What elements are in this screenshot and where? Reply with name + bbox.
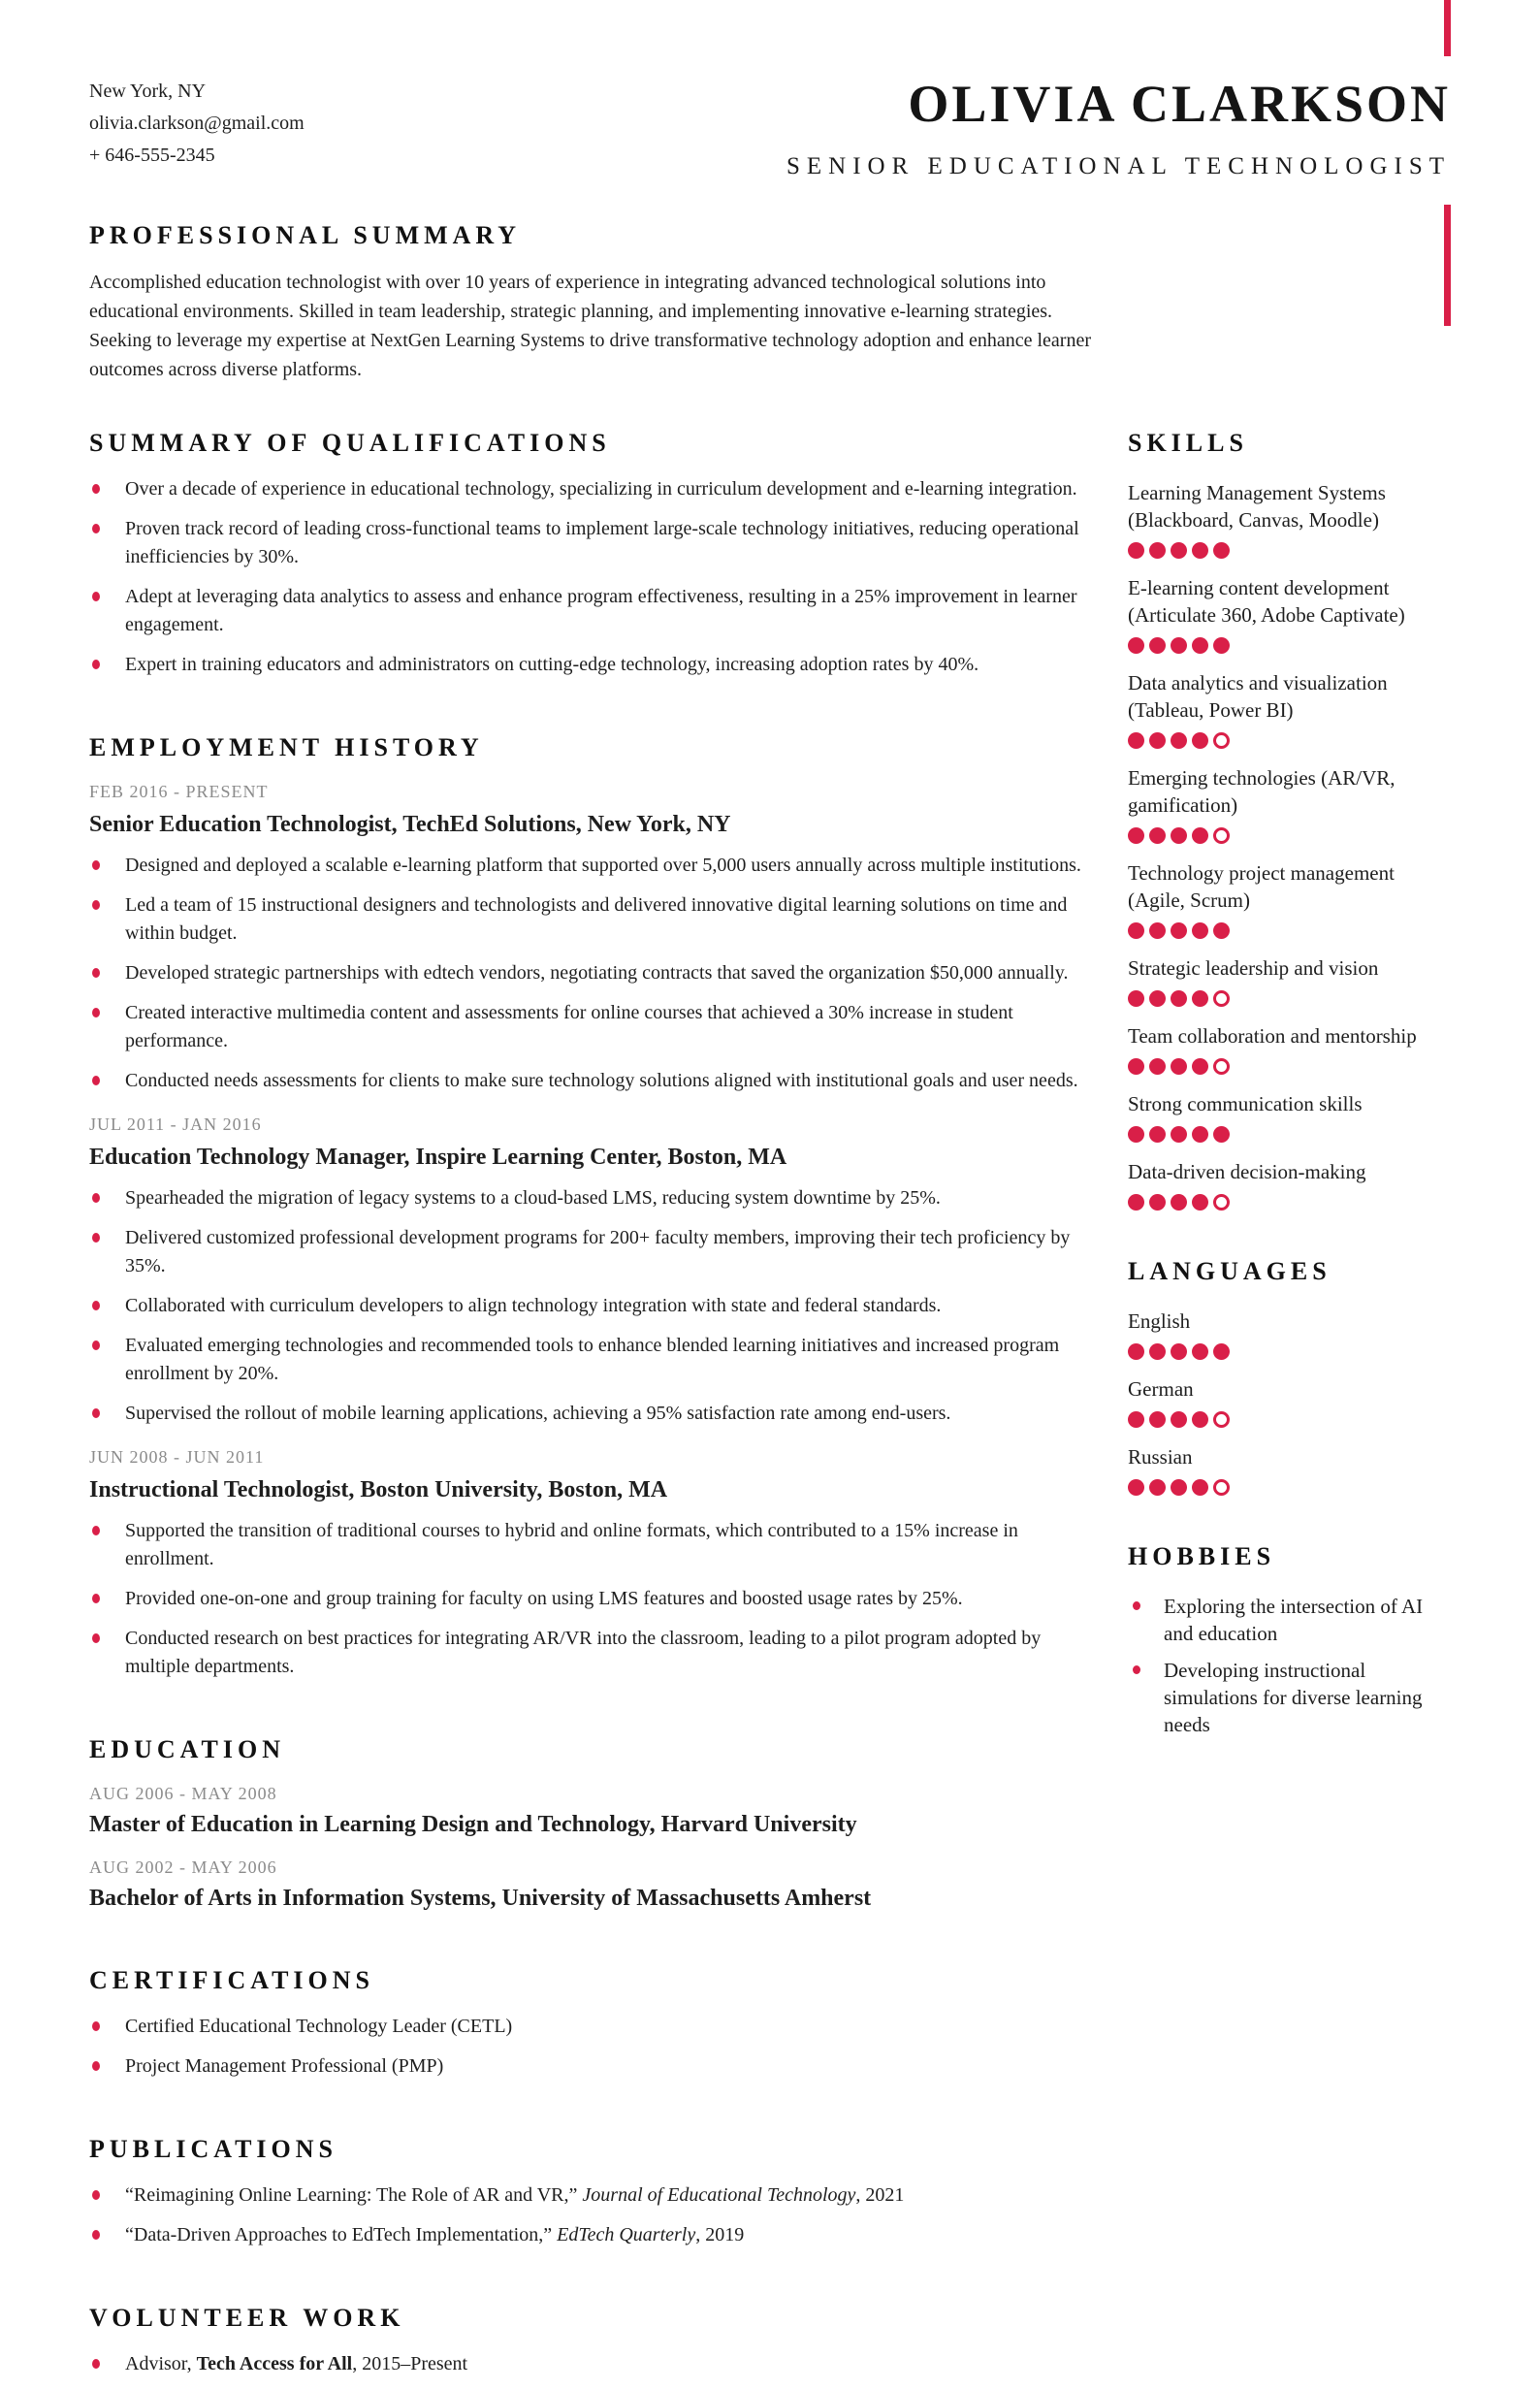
volunteer-role: Advisor, (125, 2353, 197, 2374)
volunteer-heading: VOLUNTEER WORK (89, 2304, 405, 2332)
contact-location: New York, NY (89, 81, 207, 102)
list-item: Certified Educational Technology Leader (CETL) (89, 2013, 1105, 2041)
rating-dot-filled (1171, 1126, 1187, 1143)
skill-rating (1128, 922, 1451, 939)
rating-dot-filled (1149, 1126, 1166, 1143)
education-degree: Master of Education in Learning Design and Technology, Harvard University (89, 1812, 857, 1837)
rating-dot-filled (1171, 1194, 1187, 1211)
volunteer-organization: Tech Access for All (196, 2353, 353, 2374)
publication-title: “Reimagining Online Learning: The Role of AR and VR,” (125, 2184, 583, 2206)
section-volunteer (89, 2304, 1105, 2378)
skill-label: Strong communication skills (1128, 1092, 1363, 1115)
list-item: Conducted research on best practices for integrating AR/VR into the classroom, leading to a pilot program adopted by multiple departments. (89, 1625, 1105, 1681)
language-rating (1128, 1479, 1451, 1496)
rating-dot-filled (1149, 542, 1166, 559)
rating-dot-filled (1213, 1126, 1230, 1143)
publications-list (89, 2181, 1105, 2249)
job-dates: JUL 2011 - JAN 2016 (89, 1114, 262, 1134)
rating-dot-filled (1149, 1343, 1166, 1360)
rating-dot-filled (1128, 1126, 1144, 1143)
language-entry (1128, 1375, 1451, 1428)
publications-heading: PUBLICATIONS (89, 2135, 338, 2163)
rating-dot-filled (1128, 637, 1144, 654)
section-certifications (89, 1966, 1105, 2081)
rating-dot-filled (1213, 1343, 1230, 1360)
language-label: English (1128, 1309, 1191, 1333)
candidate-title: SENIOR EDUCATIONAL TECHNOLOGIST (786, 153, 1451, 179)
skill-label: Emerging technologies (AR/VR, gamification) (1128, 766, 1396, 817)
list-item: Delivered customized professional development programs for 200+ faculty members, improving their tech proficiency by 35%. (89, 1224, 1105, 1280)
identity-block (786, 74, 1451, 180)
publication-year: , 2021 (855, 2184, 905, 2206)
list-item: Over a decade of experience in educational technology, specializing in curriculum development and e-learning integration. (89, 475, 1105, 503)
skill-rating (1128, 542, 1451, 559)
education-entry (89, 1857, 1105, 1912)
professional-summary-text: Accomplished education technologist with over 10 years of experience in integrating advanced technological solutions into educational environments. Skilled in team leadership, strategic planning, and implementing innovative e-learning strategies. Seeking to leverage my expertise at NextGen Learning Systems to drive transformative technology adoption and enhance learner outcomes across diverse platforms. (89, 272, 1091, 380)
job-title: Senior Education Technologist, TechEd Solutions, New York, NY (89, 812, 731, 837)
list-item: Developed strategic partnerships with edtech vendors, negotiating contracts that saved the organization $50,000 annually. (89, 959, 1105, 987)
list-item: Conducted needs assessments for clients to make sure technology solutions aligned with institutional goals and user needs. (89, 1067, 1105, 1095)
list-item (89, 2221, 1105, 2249)
skill-entry (1128, 1158, 1451, 1211)
header (89, 74, 1451, 180)
rating-dot-filled (1192, 1479, 1208, 1496)
hobbies-list (1128, 1593, 1451, 1738)
rating-dot-open (1213, 827, 1230, 844)
sidebar (1128, 429, 1451, 2390)
hobbies-heading: HOBBIES (1128, 1542, 1276, 1570)
section-employment (89, 733, 1105, 1681)
rating-dot-filled (1192, 922, 1208, 939)
skill-label: Technology project management (Agile, Scrum) (1128, 861, 1395, 912)
job-bullets (89, 1517, 1105, 1681)
rating-dot-filled (1128, 732, 1144, 749)
contact-email: olivia.clarkson@gmail.com (89, 113, 305, 134)
skill-label: Data analytics and visualization (Tableau, Power BI) (1128, 671, 1388, 722)
publication-year: , 2019 (695, 2224, 745, 2245)
rating-dot-filled (1171, 1479, 1187, 1496)
rating-dot-filled (1192, 637, 1208, 654)
employment-heading: EMPLOYMENT HISTORY (89, 733, 484, 761)
job-entry (89, 1114, 1105, 1428)
skill-label: Team collaboration and mentorship (1128, 1024, 1417, 1048)
rating-dot-filled (1128, 1479, 1144, 1496)
section-qualifications (89, 429, 1105, 679)
job-entry (89, 782, 1105, 1095)
skill-entry (1128, 1090, 1451, 1143)
publication-journal: EdTech Quarterly (557, 2224, 696, 2245)
rating-dot-filled (1171, 1411, 1187, 1428)
rating-dot-filled (1128, 542, 1144, 559)
job-entry (89, 1447, 1105, 1681)
list-item: Created interactive multimedia content and assessments for online courses that achieved a 30% increase in student performance. (89, 999, 1105, 1055)
list-item: Collaborated with curriculum developers to align technology integration with state and federal standards. (89, 1292, 1105, 1320)
skill-label: Data-driven decision-making (1128, 1160, 1366, 1183)
rating-dot-filled (1128, 922, 1144, 939)
section-publications (89, 2135, 1105, 2249)
rating-dot-open (1213, 1194, 1230, 1211)
rating-dot-filled (1149, 637, 1166, 654)
rating-dot-filled (1192, 1343, 1208, 1360)
rating-dot-filled (1192, 1058, 1208, 1075)
publication-title: “Data-Driven Approaches to EdTech Implementation,” (125, 2224, 558, 2245)
list-item: Led a team of 15 instructional designers and technologists and delivered innovative digital learning solutions on time and within budget. (89, 891, 1105, 948)
skill-label: Learning Management Systems (Blackboard, Canvas, Moodle) (1128, 481, 1386, 532)
language-rating (1128, 1343, 1451, 1360)
language-entry (1128, 1308, 1451, 1360)
certifications-list (89, 2013, 1105, 2081)
education-dates: AUG 2006 - MAY 2008 (89, 1784, 277, 1803)
rating-dot-filled (1213, 922, 1230, 939)
skill-entry (1128, 859, 1451, 939)
qualifications-list (89, 475, 1105, 679)
rating-dot-filled (1171, 990, 1187, 1007)
skill-entry (1128, 574, 1451, 654)
section-hobbies (1128, 1542, 1451, 1738)
rating-dot-filled (1149, 922, 1166, 939)
job-title: Instructional Technologist, Boston University, Boston, MA (89, 1477, 668, 1502)
rating-dot-filled (1149, 1194, 1166, 1211)
rating-dot-filled (1171, 1343, 1187, 1360)
list-item: Supervised the rollout of mobile learning applications, achieving a 95% satisfaction rate among end-users. (89, 1400, 1105, 1428)
list-item: Provided one-on-one and group training for faculty on using LMS features and boosted usage rates by 25%. (89, 1585, 1105, 1613)
rating-dot-open (1213, 1058, 1230, 1075)
job-dates: FEB 2016 - PRESENT (89, 782, 269, 801)
rating-dot-open (1213, 1411, 1230, 1428)
skill-rating (1128, 1126, 1451, 1143)
list-item: Designed and deployed a scalable e-learning platform that supported over 5,000 users annually across multiple institutions. (89, 852, 1105, 880)
rating-dot-filled (1192, 732, 1208, 749)
skill-label: Strategic leadership and vision (1128, 956, 1379, 980)
rating-dot-filled (1171, 732, 1187, 749)
section-skills (1128, 429, 1451, 1211)
rating-dot-filled (1149, 1411, 1166, 1428)
section-professional-summary (89, 221, 1451, 384)
list-item: Proven track record of leading cross-functional teams to implement large-scale technology initiatives, reducing operational inefficiencies by 30%. (89, 515, 1105, 571)
skill-label: E-learning content development (Articulate 360, Adobe Captivate) (1128, 576, 1405, 627)
list-item: Developing instructional simulations for diverse learning needs (1128, 1657, 1451, 1738)
job-bullets (89, 852, 1105, 1095)
language-label: German (1128, 1377, 1194, 1401)
education-degree: Bachelor of Arts in Information Systems, University of Massachusetts Amherst (89, 1886, 872, 1911)
rating-dot-filled (1128, 990, 1144, 1007)
list-item: Spearheaded the migration of legacy systems to a cloud-based LMS, reducing system downtime by 25%. (89, 1184, 1105, 1212)
skill-entry (1128, 669, 1451, 749)
list-item: Exploring the intersection of AI and education (1128, 1593, 1451, 1647)
education-entry (89, 1784, 1105, 1838)
volunteer-list (89, 2350, 1105, 2378)
rating-dot-filled (1149, 1479, 1166, 1496)
rating-dot-filled (1192, 1194, 1208, 1211)
rating-dot-filled (1128, 827, 1144, 844)
section-education (89, 1735, 1105, 1912)
language-entry (1128, 1443, 1451, 1496)
qualifications-heading: SUMMARY OF QUALIFICATIONS (89, 429, 611, 457)
rating-dot-filled (1149, 827, 1166, 844)
contact-block (89, 74, 305, 172)
language-label: Russian (1128, 1445, 1193, 1469)
rating-dot-filled (1171, 637, 1187, 654)
columns (89, 429, 1451, 2390)
rating-dot-filled (1171, 542, 1187, 559)
skill-entry (1128, 954, 1451, 1007)
certifications-heading: CERTIFICATIONS (89, 1966, 374, 1994)
publication-journal: Journal of Educational Technology (582, 2184, 856, 2206)
candidate-name: OLIVIA CLARKSON (908, 75, 1451, 133)
skill-rating (1128, 1194, 1451, 1211)
rating-dot-filled (1128, 1194, 1144, 1211)
skill-rating (1128, 827, 1451, 844)
rating-dot-filled (1192, 990, 1208, 1007)
rating-dot-filled (1192, 1126, 1208, 1143)
list-item: Adept at leveraging data analytics to assess and enhance program effectiveness, resulting in a 25% improvement in learner engagement. (89, 583, 1105, 639)
rating-dot-filled (1128, 1058, 1144, 1075)
rating-dot-open (1213, 1479, 1230, 1496)
accent-bar-middle (1444, 205, 1451, 326)
rating-dot-filled (1171, 922, 1187, 939)
rating-dot-filled (1192, 542, 1208, 559)
skill-rating (1128, 637, 1451, 654)
skill-entry (1128, 764, 1451, 844)
language-rating (1128, 1411, 1451, 1428)
rating-dot-filled (1128, 1343, 1144, 1360)
list-item: Supported the transition of traditional courses to hybrid and online formats, which contributed to a 15% increase in enrollment. (89, 1517, 1105, 1573)
rating-dot-open (1213, 732, 1230, 749)
volunteer-dates: , 2015–Present (352, 2353, 468, 2374)
rating-dot-filled (1192, 827, 1208, 844)
job-title: Education Technology Manager, Inspire Learning Center, Boston, MA (89, 1145, 787, 1170)
rating-dot-open (1213, 990, 1230, 1007)
list-item: Project Management Professional (PMP) (89, 2052, 1105, 2081)
rating-dot-filled (1149, 1058, 1166, 1075)
languages-heading: LANGUAGES (1128, 1257, 1331, 1285)
skills-heading: SKILLS (1128, 429, 1248, 457)
education-heading: EDUCATION (89, 1735, 285, 1763)
job-dates: JUN 2008 - JUN 2011 (89, 1447, 265, 1467)
rating-dot-filled (1149, 732, 1166, 749)
skill-entry (1128, 479, 1451, 559)
rating-dot-filled (1128, 1411, 1144, 1428)
rating-dot-filled (1171, 1058, 1187, 1075)
skill-rating (1128, 732, 1451, 749)
list-item (89, 2181, 1105, 2210)
skill-rating (1128, 990, 1451, 1007)
skill-rating (1128, 1058, 1451, 1075)
rating-dot-filled (1213, 637, 1230, 654)
accent-bar-top (1444, 0, 1451, 56)
main-column (89, 429, 1105, 2390)
rating-dot-filled (1192, 1411, 1208, 1428)
job-bullets (89, 1184, 1105, 1428)
professional-summary-heading: PROFESSIONAL SUMMARY (89, 221, 522, 249)
contact-phone: + 646-555-2345 (89, 145, 215, 166)
skill-entry (1128, 1022, 1451, 1075)
rating-dot-filled (1171, 827, 1187, 844)
section-languages (1128, 1257, 1451, 1496)
education-dates: AUG 2002 - MAY 2006 (89, 1857, 277, 1877)
list-item: Expert in training educators and administrators on cutting-edge technology, increasing adoption rates by 40%. (89, 651, 1105, 679)
list-item (89, 2350, 1105, 2378)
rating-dot-filled (1213, 542, 1230, 559)
list-item: Evaluated emerging technologies and recommended tools to enhance blended learning initiatives and increased program enrollment by 20%. (89, 1332, 1105, 1388)
rating-dot-filled (1149, 990, 1166, 1007)
